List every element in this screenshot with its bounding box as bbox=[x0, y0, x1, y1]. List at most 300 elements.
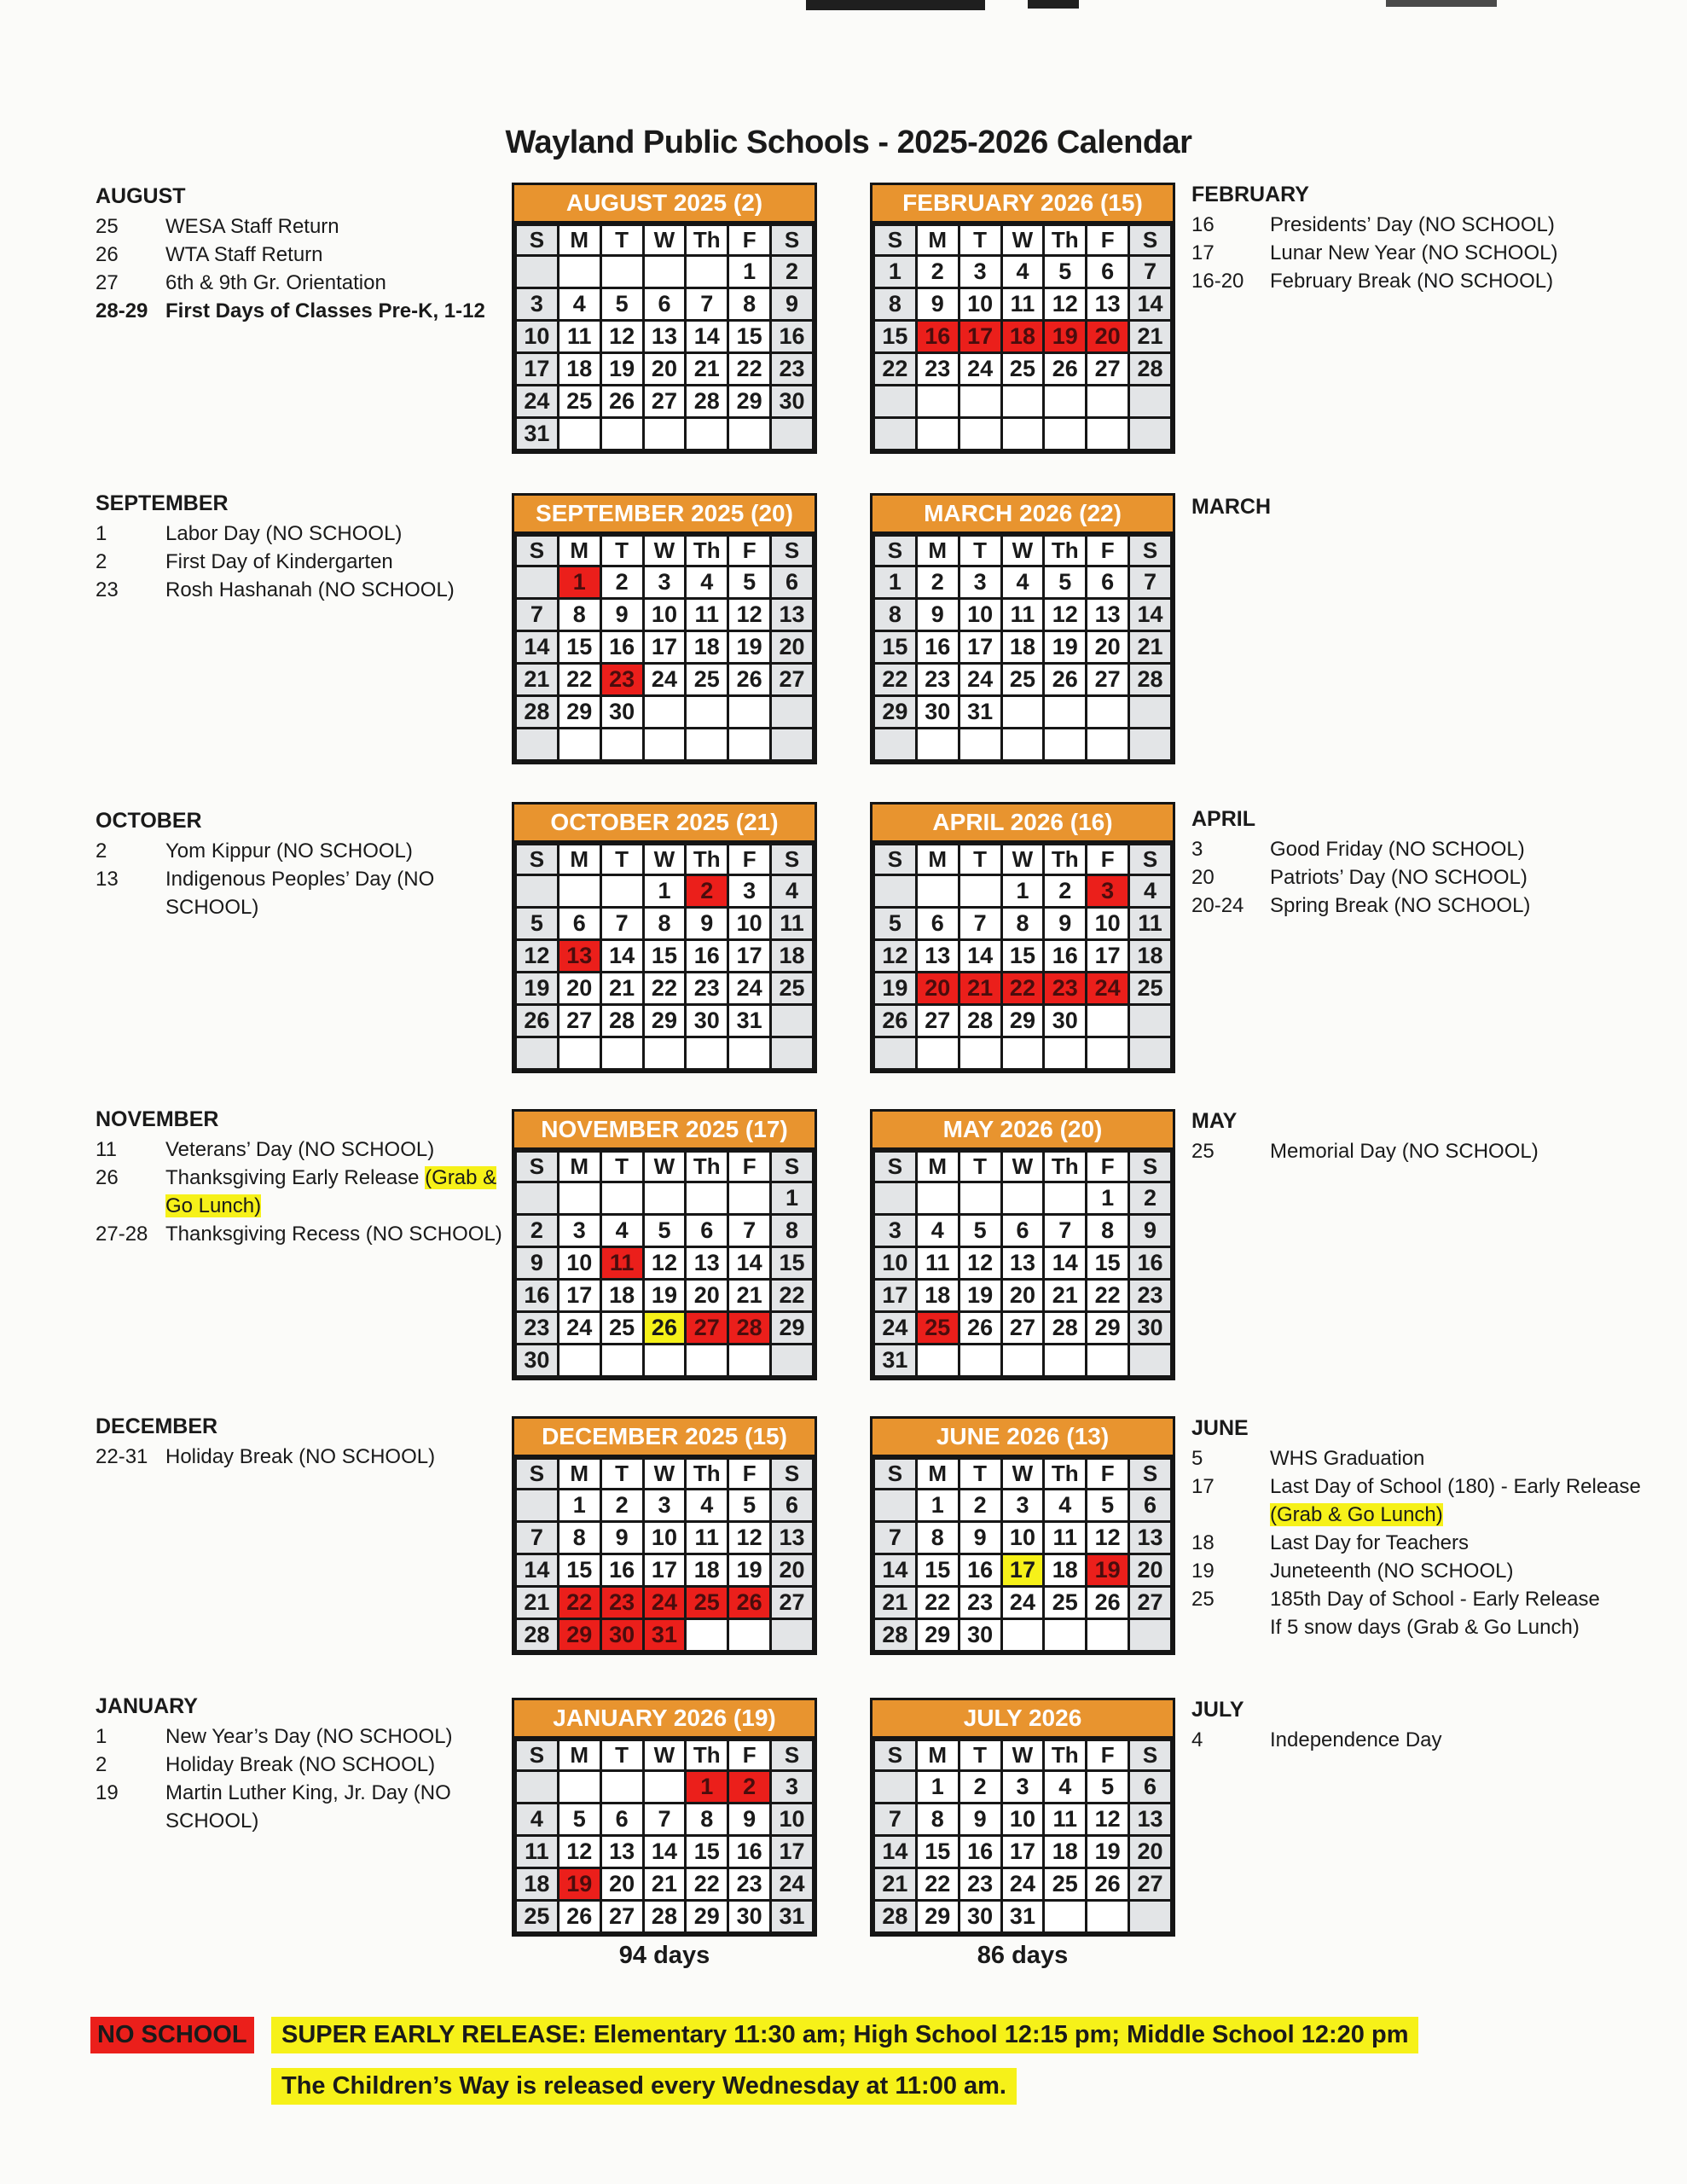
day-header-cell: S bbox=[1129, 1740, 1172, 1771]
calendar-day: 18 bbox=[1044, 1554, 1087, 1587]
calendar-day: 4 bbox=[516, 1804, 559, 1836]
month-header: MARCH 2026 (22) bbox=[872, 496, 1173, 534]
calendar-day: 3 bbox=[959, 566, 1001, 599]
calendar-day: 4 bbox=[916, 1215, 959, 1247]
no-school-day: 23 bbox=[1044, 973, 1087, 1005]
day-header-cell: W bbox=[1001, 536, 1044, 566]
month-calendar-january-2026-19 bbox=[512, 1698, 817, 1937]
day-header-cell: M bbox=[916, 845, 959, 875]
calendar-day: 1 bbox=[916, 1490, 959, 1522]
event-text bbox=[165, 1443, 510, 1471]
event-text-segment: Rosh Hashanah (NO SCHOOL) bbox=[165, 578, 455, 601]
calendar-day: 25 bbox=[1044, 1587, 1087, 1619]
calendar-day: 23 bbox=[516, 1312, 559, 1345]
empty-cell bbox=[771, 1345, 814, 1377]
empty-cell bbox=[1044, 418, 1087, 450]
empty-cell bbox=[1001, 1345, 1044, 1377]
event-date: 5 bbox=[1191, 1447, 1203, 1470]
calendar-day: 20 bbox=[686, 1280, 728, 1312]
calendar-day: 21 bbox=[516, 664, 559, 696]
calendar-day: 14 bbox=[516, 631, 559, 664]
event-text bbox=[1270, 1726, 1676, 1754]
calendar-day: 16 bbox=[959, 1554, 1001, 1587]
event-text bbox=[165, 212, 510, 241]
notes-month-header: OCTOBER bbox=[96, 809, 202, 833]
first-semester-days-total: 94 days bbox=[618, 1942, 710, 1969]
empty-cell bbox=[516, 1771, 559, 1804]
calendar-day: 13 bbox=[1087, 599, 1129, 631]
event-date: 1 bbox=[96, 522, 107, 545]
calendar-day: 17 bbox=[643, 1554, 686, 1587]
empty-cell bbox=[1044, 1182, 1087, 1215]
day-header-cell: M bbox=[558, 1152, 600, 1182]
calendar-day: 22 bbox=[916, 1587, 959, 1619]
empty-cell bbox=[1129, 386, 1172, 418]
event-item bbox=[96, 865, 510, 921]
day-header-cell: S bbox=[516, 1740, 559, 1771]
event-text-segment: February Break (NO SCHOOL) bbox=[1270, 270, 1554, 293]
calendar-day: 5 bbox=[959, 1215, 1001, 1247]
day-header-cell: F bbox=[728, 845, 771, 875]
day-header-cell: S bbox=[874, 536, 917, 566]
day-header-cell: Th bbox=[686, 225, 728, 256]
calendar-day: 14 bbox=[643, 1836, 686, 1868]
event-date: 19 bbox=[1191, 1560, 1215, 1583]
empty-cell bbox=[1129, 1901, 1172, 1933]
calendar-day: 28 bbox=[516, 1619, 559, 1652]
day-header-cell: S bbox=[771, 1740, 814, 1771]
no-school-day: 19 bbox=[1087, 1554, 1129, 1587]
super-early-release-legend: SUPER EARLY RELEASE: Elementary 11:30 am; High School 12:15 pm; Middle School 12:20 pm bbox=[271, 2017, 1418, 2053]
empty-cell bbox=[600, 256, 643, 288]
day-header-cell: Th bbox=[686, 536, 728, 566]
calendar-day: 5 bbox=[643, 1215, 686, 1247]
no-school-day: 22 bbox=[1001, 973, 1044, 1005]
calendar-day: 10 bbox=[1087, 908, 1129, 940]
event-text-segment: Presidents’ Day (NO SCHOOL) bbox=[1270, 213, 1555, 236]
empty-cell bbox=[600, 1182, 643, 1215]
calendar-day: 22 bbox=[874, 664, 917, 696]
calendar-day: 30 bbox=[1129, 1312, 1172, 1345]
day-header-cell: Th bbox=[1044, 536, 1087, 566]
month-calendar-june-2026-13 bbox=[870, 1416, 1175, 1655]
event-item bbox=[96, 269, 510, 297]
calendar-day: 12 bbox=[516, 940, 559, 973]
calendar-day: 3 bbox=[728, 875, 771, 908]
calendar-day: 16 bbox=[1129, 1247, 1172, 1280]
calendar-day: 3 bbox=[959, 256, 1001, 288]
event-text bbox=[165, 1722, 510, 1751]
event-date: 20-24 bbox=[1191, 894, 1244, 917]
no-school-legend: NO SCHOOL bbox=[90, 2017, 254, 2053]
day-header-cell: S bbox=[516, 536, 559, 566]
month-header: OCTOBER 2025 (21) bbox=[514, 804, 815, 843]
month-calendar-may-2026-20 bbox=[870, 1109, 1175, 1380]
calendar-day: 6 bbox=[771, 566, 814, 599]
calendar-day: 31 bbox=[874, 1345, 917, 1377]
calendar-day: 24 bbox=[558, 1312, 600, 1345]
event-item bbox=[1191, 267, 1676, 295]
empty-cell bbox=[686, 1182, 728, 1215]
calendar-day: 18 bbox=[1129, 940, 1172, 973]
calendar-day: 26 bbox=[959, 1312, 1001, 1345]
calendar-day: 8 bbox=[1001, 908, 1044, 940]
notes-month-header: APRIL bbox=[1191, 807, 1255, 831]
calendar-day: 25 bbox=[686, 664, 728, 696]
day-header-cell: M bbox=[558, 1740, 600, 1771]
day-header-cell: T bbox=[959, 845, 1001, 875]
day-header-cell: S bbox=[1129, 536, 1172, 566]
no-school-day: 21 bbox=[959, 973, 1001, 1005]
event-text-segment: WESA Staff Return bbox=[165, 215, 339, 238]
calendar-day: 27 bbox=[558, 1005, 600, 1037]
month-header: APRIL 2026 (16) bbox=[872, 804, 1173, 843]
day-header-cell: F bbox=[1087, 1740, 1129, 1771]
day-header-cell: F bbox=[1087, 1152, 1129, 1182]
calendar-day: 10 bbox=[959, 288, 1001, 321]
calendar-day: 12 bbox=[558, 1836, 600, 1868]
calendar-day: 12 bbox=[728, 1522, 771, 1554]
calendar-day: 6 bbox=[686, 1215, 728, 1247]
calendar-day: 11 bbox=[1044, 1522, 1087, 1554]
month-header: SEPTEMBER 2025 (20) bbox=[514, 496, 815, 534]
no-school-day: 2 bbox=[728, 1771, 771, 1804]
calendar-day: 18 bbox=[516, 1868, 559, 1901]
notes-section-february bbox=[1191, 183, 1676, 295]
calendar-day: 9 bbox=[1129, 1215, 1172, 1247]
day-header-cell: W bbox=[643, 845, 686, 875]
empty-cell bbox=[600, 1345, 643, 1377]
event-date: 19 bbox=[96, 1781, 119, 1804]
notes-section-march bbox=[1191, 495, 1676, 523]
empty-cell bbox=[728, 1345, 771, 1377]
calendar-day: 4 bbox=[1044, 1490, 1087, 1522]
event-item bbox=[1191, 211, 1676, 239]
empty-cell bbox=[643, 696, 686, 729]
calendar-day: 28 bbox=[1044, 1312, 1087, 1345]
day-header-cell: Th bbox=[686, 1459, 728, 1490]
empty-cell bbox=[1129, 1037, 1172, 1070]
notes-section-november bbox=[96, 1107, 510, 1248]
event-text bbox=[1270, 892, 1676, 920]
calendar-day: 1 bbox=[1001, 875, 1044, 908]
no-school-day: 16 bbox=[916, 321, 959, 353]
calendar-day: 19 bbox=[1087, 1836, 1129, 1868]
empty-cell bbox=[1001, 1619, 1044, 1652]
event-item bbox=[96, 1779, 510, 1835]
calendar-day: 2 bbox=[1044, 875, 1087, 908]
month-calendar-august-2025-2 bbox=[512, 183, 817, 454]
calendar-day: 3 bbox=[516, 288, 559, 321]
calendar-day: 27 bbox=[1001, 1312, 1044, 1345]
empty-cell bbox=[558, 1771, 600, 1804]
calendar-day: 25 bbox=[558, 386, 600, 418]
scan-artifact bbox=[1028, 0, 1079, 9]
calendar-day: 2 bbox=[771, 256, 814, 288]
calendar-day: 18 bbox=[916, 1280, 959, 1312]
event-date: 17 bbox=[1191, 241, 1215, 264]
calendar-day: 9 bbox=[600, 1522, 643, 1554]
event-text-segment: Independence Day bbox=[1270, 1728, 1442, 1751]
month-header: JUNE 2026 (13) bbox=[872, 1419, 1173, 1457]
empty-cell bbox=[874, 1771, 917, 1804]
event-text bbox=[165, 1751, 510, 1779]
empty-cell bbox=[600, 875, 643, 908]
event-text-segment: Indigenous Peoples’ Day (NO SCHOOL) bbox=[165, 868, 435, 919]
calendar-day: 27 bbox=[1087, 664, 1129, 696]
event-item bbox=[96, 1443, 510, 1471]
calendar-day: 23 bbox=[916, 664, 959, 696]
calendar-day: 10 bbox=[959, 599, 1001, 631]
day-header-cell: M bbox=[916, 225, 959, 256]
empty-cell bbox=[959, 729, 1001, 761]
calendar-day: 3 bbox=[643, 566, 686, 599]
empty-cell bbox=[1001, 1037, 1044, 1070]
calendar-day: 6 bbox=[558, 908, 600, 940]
day-header-cell: T bbox=[600, 845, 643, 875]
calendar-day: 7 bbox=[686, 288, 728, 321]
month-header: FEBRUARY 2026 (15) bbox=[872, 185, 1173, 224]
calendar-day: 11 bbox=[686, 599, 728, 631]
calendar-day: 27 bbox=[600, 1901, 643, 1933]
event-text-segment: First Day of Kindergarten bbox=[165, 550, 393, 573]
calendar-day: 14 bbox=[686, 321, 728, 353]
event-date: 26 bbox=[96, 243, 119, 266]
event-date: 13 bbox=[96, 868, 119, 891]
calendar-day: 31 bbox=[728, 1005, 771, 1037]
empty-cell bbox=[686, 729, 728, 761]
calendar-day: 1 bbox=[771, 1182, 814, 1215]
calendar-day: 17 bbox=[771, 1836, 814, 1868]
event-text-segment: Patriots’ Day (NO SCHOOL) bbox=[1270, 866, 1528, 889]
notes-section-may bbox=[1191, 1109, 1676, 1165]
day-header-cell: T bbox=[959, 225, 1001, 256]
calendar-day: 16 bbox=[686, 940, 728, 973]
event-text bbox=[165, 269, 510, 297]
no-school-day: 13 bbox=[558, 940, 600, 973]
day-header-cell: W bbox=[643, 536, 686, 566]
day-header-cell: W bbox=[1001, 845, 1044, 875]
calendar-day: 7 bbox=[1044, 1215, 1087, 1247]
no-school-day: 24 bbox=[643, 1587, 686, 1619]
event-text-segment: First Days of Classes Pre-K, 1-12 bbox=[165, 299, 485, 322]
calendar-day: 5 bbox=[874, 908, 917, 940]
day-header-cell: W bbox=[643, 1152, 686, 1182]
calendar-day: 22 bbox=[916, 1868, 959, 1901]
second-semester-days-total: 86 days bbox=[977, 1942, 1069, 1969]
day-header-cell: M bbox=[558, 225, 600, 256]
day-header-cell: Th bbox=[1044, 1740, 1087, 1771]
calendar-day: 3 bbox=[643, 1490, 686, 1522]
calendar-day: 2 bbox=[959, 1490, 1001, 1522]
calendar-day: 14 bbox=[959, 940, 1001, 973]
day-header-cell: S bbox=[874, 1152, 917, 1182]
calendar-day: 30 bbox=[959, 1901, 1001, 1933]
event-item bbox=[96, 520, 510, 548]
event-item bbox=[96, 576, 510, 604]
calendar-day: 8 bbox=[1087, 1215, 1129, 1247]
calendar-day: 13 bbox=[916, 940, 959, 973]
empty-cell bbox=[558, 418, 600, 450]
calendar-day: 25 bbox=[1044, 1868, 1087, 1901]
calendar-day: 15 bbox=[728, 321, 771, 353]
no-school-day: 3 bbox=[1087, 875, 1129, 908]
calendar-day: 21 bbox=[874, 1868, 917, 1901]
empty-cell bbox=[1087, 1345, 1129, 1377]
no-school-day: 29 bbox=[558, 1619, 600, 1652]
event-date: 28-29 bbox=[96, 299, 148, 322]
event-text bbox=[1270, 1472, 1676, 1529]
calendar-day: 20 bbox=[643, 353, 686, 386]
empty-cell bbox=[1044, 386, 1087, 418]
event-text-segment: Juneteenth (NO SCHOOL) bbox=[1270, 1560, 1514, 1583]
empty-cell bbox=[916, 1345, 959, 1377]
day-header-cell: S bbox=[1129, 845, 1172, 875]
day-header-cell: S bbox=[771, 1459, 814, 1490]
event-date: 2 bbox=[96, 839, 107, 863]
event-text bbox=[165, 576, 510, 604]
calendar-day: 5 bbox=[1044, 256, 1087, 288]
event-date: 17 bbox=[1191, 1475, 1215, 1498]
event-text bbox=[1270, 211, 1676, 239]
calendar-day: 22 bbox=[1087, 1280, 1129, 1312]
event-date: 16-20 bbox=[1191, 270, 1244, 293]
no-school-day: 23 bbox=[600, 664, 643, 696]
event-item bbox=[1191, 1557, 1676, 1585]
notes-section-october bbox=[96, 809, 510, 921]
empty-cell bbox=[516, 256, 559, 288]
calendar-day: 27 bbox=[1129, 1587, 1172, 1619]
calendar-day: 11 bbox=[516, 1836, 559, 1868]
highlighted-event-text: (Grab & Go Lunch) bbox=[1270, 1503, 1443, 1526]
no-school-day: 18 bbox=[1001, 321, 1044, 353]
calendar-day: 22 bbox=[728, 353, 771, 386]
calendar-day: 20 bbox=[771, 1554, 814, 1587]
calendar-day: 28 bbox=[686, 386, 728, 418]
calendar-day: 9 bbox=[516, 1247, 559, 1280]
empty-cell bbox=[1087, 1005, 1129, 1037]
calendar-day: 26 bbox=[1087, 1587, 1129, 1619]
calendar-day: 30 bbox=[686, 1005, 728, 1037]
calendar-day: 20 bbox=[558, 973, 600, 1005]
calendar-day: 16 bbox=[600, 631, 643, 664]
calendar-day: 9 bbox=[916, 288, 959, 321]
day-header-cell: M bbox=[916, 1152, 959, 1182]
calendar-day: 21 bbox=[1044, 1280, 1087, 1312]
calendar-day: 20 bbox=[600, 1868, 643, 1901]
calendar-day: 13 bbox=[1129, 1522, 1172, 1554]
empty-cell bbox=[959, 875, 1001, 908]
calendar-day: 23 bbox=[771, 353, 814, 386]
calendar-day: 24 bbox=[1001, 1587, 1044, 1619]
empty-cell bbox=[771, 418, 814, 450]
calendar-day: 10 bbox=[643, 1522, 686, 1554]
day-header-cell: F bbox=[728, 536, 771, 566]
event-date: 18 bbox=[1191, 1531, 1215, 1554]
calendar-day: 8 bbox=[874, 599, 917, 631]
day-header-cell: F bbox=[728, 225, 771, 256]
event-item bbox=[1191, 1444, 1676, 1472]
calendar-day: 8 bbox=[916, 1804, 959, 1836]
event-date: 2 bbox=[96, 1753, 107, 1776]
event-text-segment: 6th & 9th Gr. Orientation bbox=[165, 271, 386, 294]
empty-cell bbox=[874, 418, 917, 450]
calendar-day: 13 bbox=[1001, 1247, 1044, 1280]
notes-month-header: JULY bbox=[1191, 1698, 1244, 1722]
empty-cell bbox=[771, 696, 814, 729]
empty-cell bbox=[771, 1619, 814, 1652]
event-text-segment: Veterans’ Day (NO SCHOOL) bbox=[165, 1138, 435, 1161]
calendar-day: 9 bbox=[600, 599, 643, 631]
calendar-day: 3 bbox=[1001, 1771, 1044, 1804]
empty-cell bbox=[643, 1037, 686, 1070]
calendar-day: 21 bbox=[686, 353, 728, 386]
day-header-cell: W bbox=[643, 1459, 686, 1490]
empty-cell bbox=[1129, 1619, 1172, 1652]
calendar-day: 21 bbox=[1129, 321, 1172, 353]
notes-month-header: SEPTEMBER bbox=[96, 491, 229, 515]
calendar-day: 13 bbox=[771, 1522, 814, 1554]
calendar-day: 3 bbox=[1001, 1490, 1044, 1522]
calendar-day: 29 bbox=[1001, 1005, 1044, 1037]
calendar-day: 15 bbox=[643, 940, 686, 973]
calendar-day: 12 bbox=[600, 321, 643, 353]
empty-cell bbox=[1044, 1345, 1087, 1377]
calendar-day: 4 bbox=[771, 875, 814, 908]
day-header-cell: S bbox=[771, 225, 814, 256]
empty-cell bbox=[1087, 696, 1129, 729]
calendar-day: 8 bbox=[558, 599, 600, 631]
calendar-day: 18 bbox=[600, 1280, 643, 1312]
calendar-day: 15 bbox=[916, 1836, 959, 1868]
day-header-cell: Th bbox=[686, 845, 728, 875]
calendar-day: 17 bbox=[728, 940, 771, 973]
calendar-day: 27 bbox=[643, 386, 686, 418]
event-date: 16 bbox=[1191, 213, 1215, 236]
event-text-segment: Holiday Break (NO SCHOOL) bbox=[165, 1445, 436, 1468]
calendar-day: 6 bbox=[1001, 1215, 1044, 1247]
month-calendar-april-2026-16 bbox=[870, 802, 1175, 1073]
day-header-cell: S bbox=[874, 1459, 917, 1490]
calendar-day: 27 bbox=[771, 664, 814, 696]
day-header-cell: S bbox=[516, 1152, 559, 1182]
calendar-day: 13 bbox=[1087, 288, 1129, 321]
calendar-day: 22 bbox=[558, 664, 600, 696]
calendar-day: 30 bbox=[959, 1619, 1001, 1652]
calendar-day: 12 bbox=[1087, 1522, 1129, 1554]
day-header-cell: T bbox=[959, 1152, 1001, 1182]
day-header-cell: T bbox=[600, 1459, 643, 1490]
no-school-day: 23 bbox=[600, 1587, 643, 1619]
event-date: 2 bbox=[96, 550, 107, 573]
calendar-day: 15 bbox=[771, 1247, 814, 1280]
no-school-day: 2 bbox=[686, 875, 728, 908]
calendar-day: 26 bbox=[728, 664, 771, 696]
event-item bbox=[1191, 1726, 1676, 1754]
childrens-way-note: The Children’s Way is released every Wednesday at 11:00 am. bbox=[271, 2068, 1017, 2105]
day-header-cell: S bbox=[516, 1459, 559, 1490]
calendar-day: 8 bbox=[728, 288, 771, 321]
calendar-day: 24 bbox=[516, 386, 559, 418]
calendar-day: 17 bbox=[874, 1280, 917, 1312]
empty-cell bbox=[643, 418, 686, 450]
calendar-day: 10 bbox=[643, 599, 686, 631]
calendar-day: 8 bbox=[916, 1522, 959, 1554]
calendar-day: 17 bbox=[959, 631, 1001, 664]
calendar-day: 10 bbox=[516, 321, 559, 353]
empty-cell bbox=[959, 1037, 1001, 1070]
no-school-day: 28 bbox=[728, 1312, 771, 1345]
